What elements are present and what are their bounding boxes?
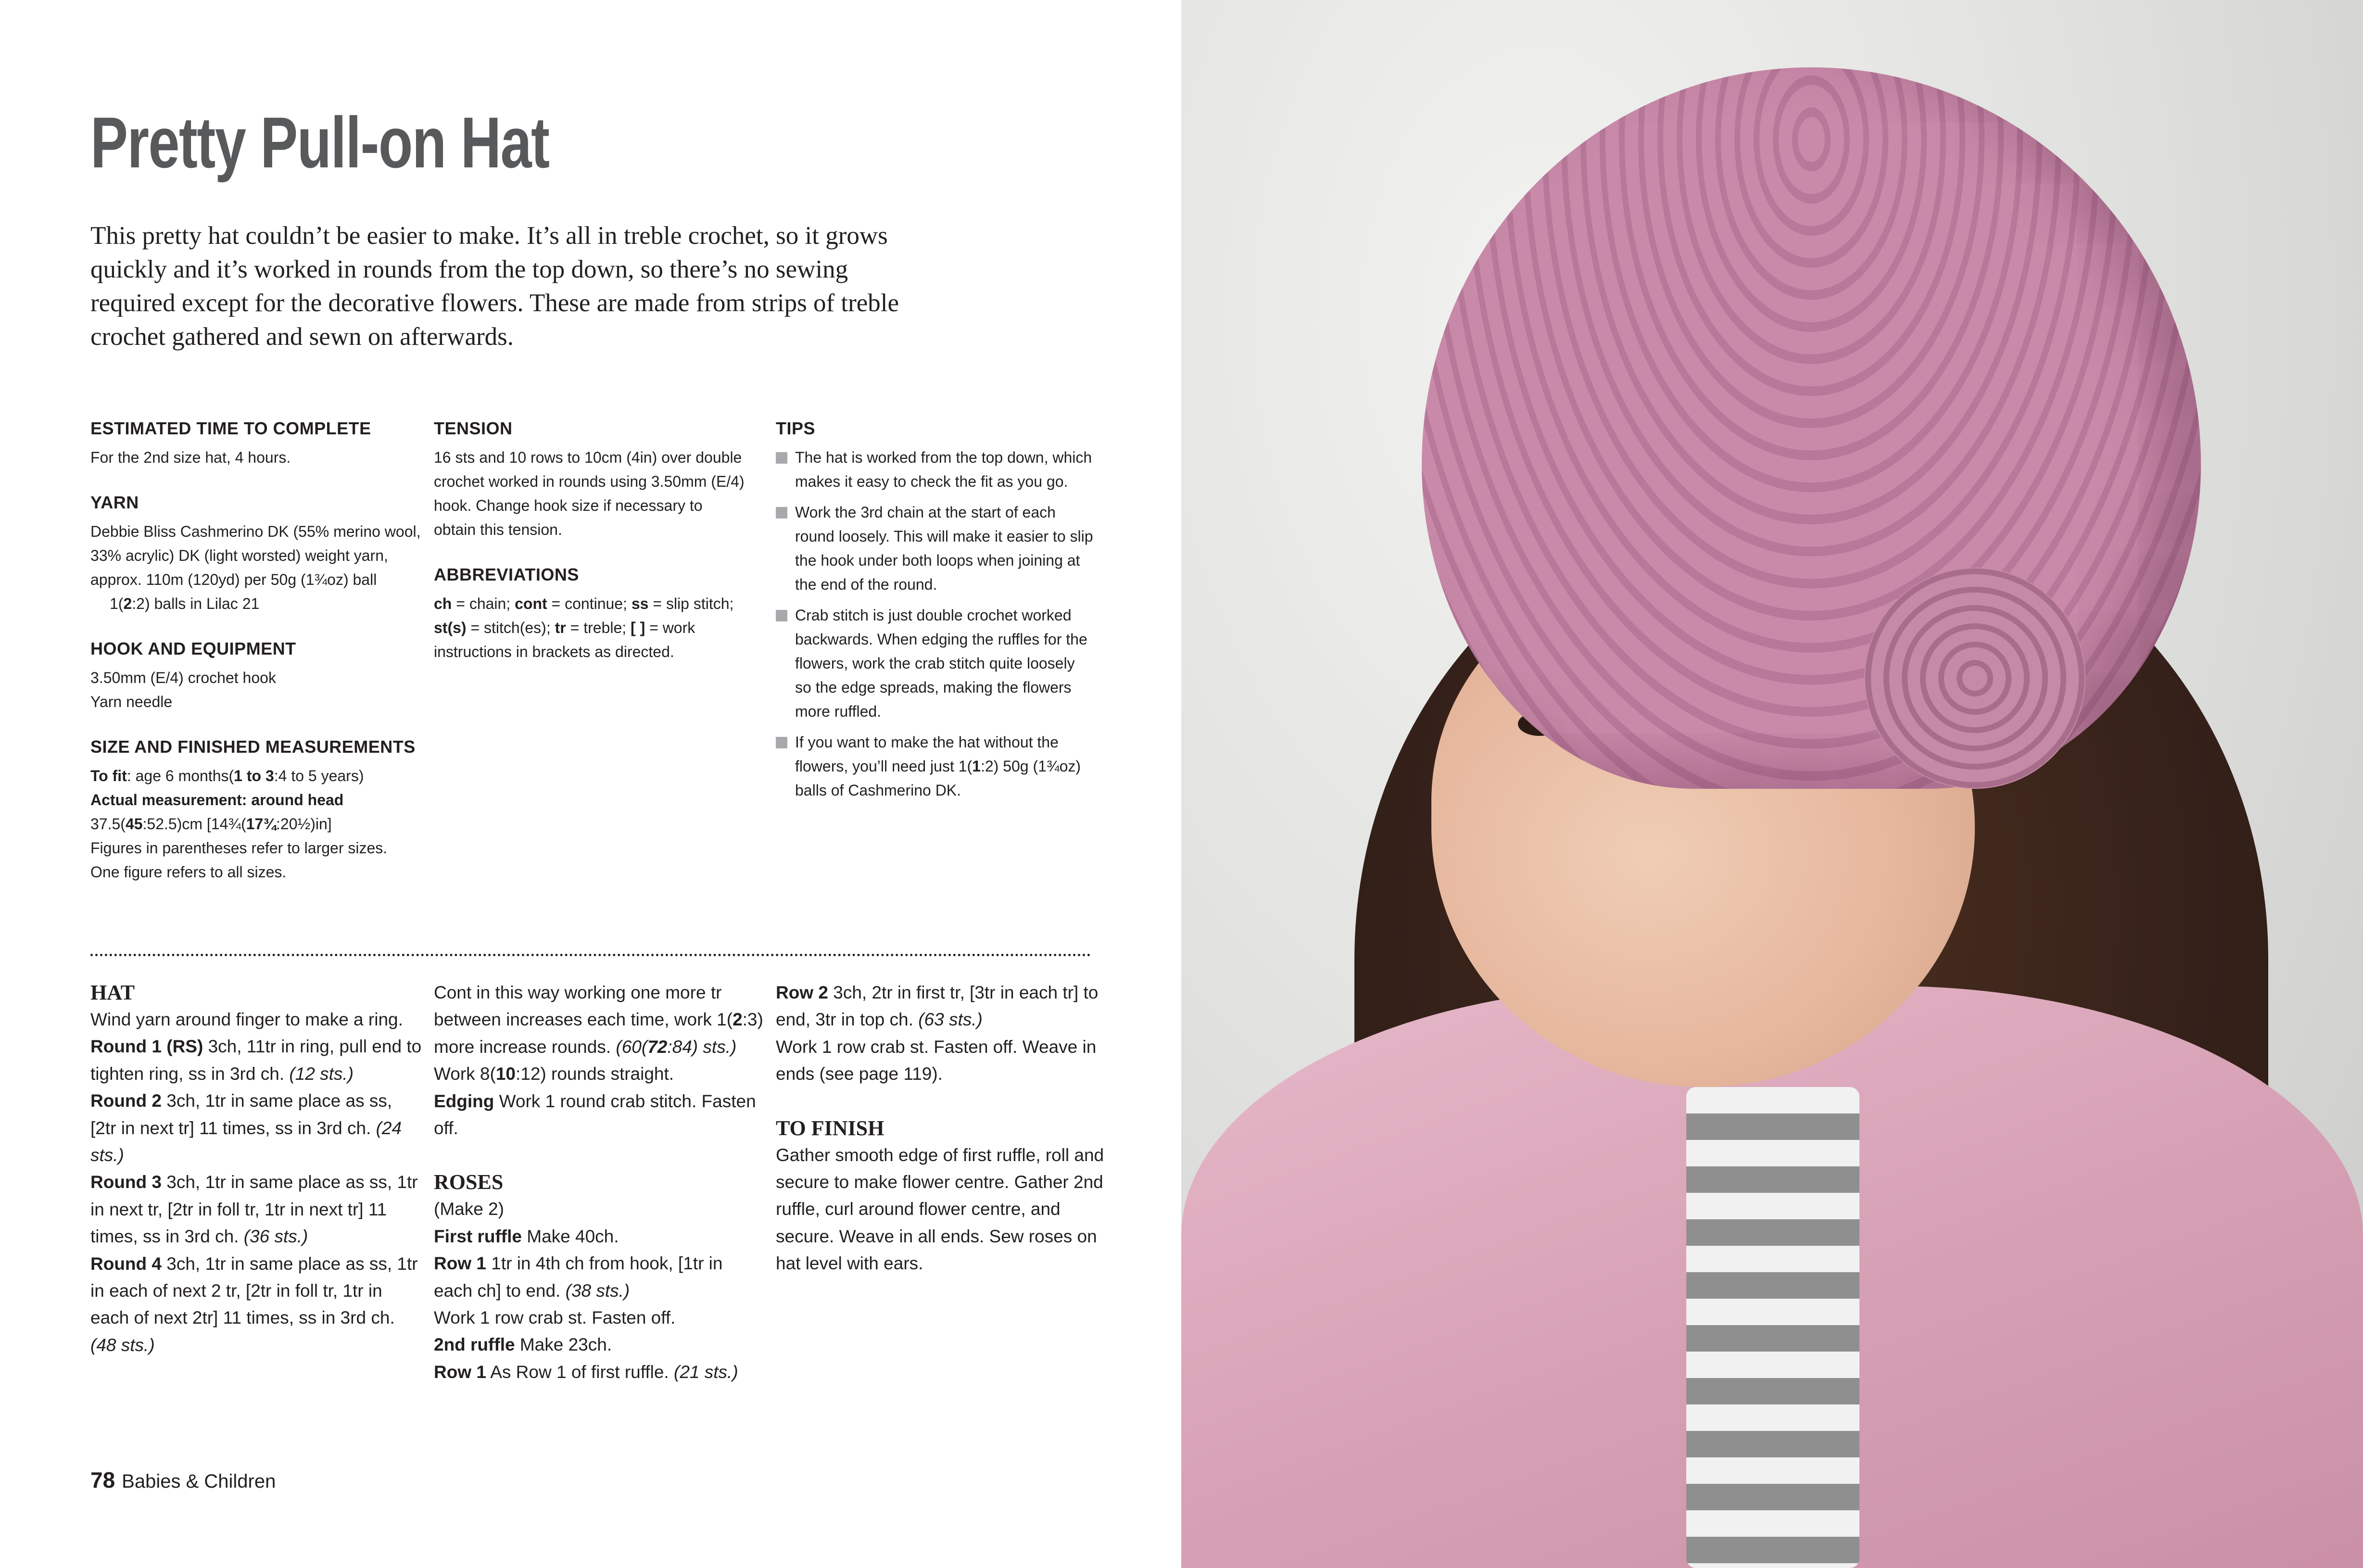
text-run: 2nd ruffle (434, 1335, 515, 1355)
text-run: (12 sts.) (289, 1063, 354, 1084)
text-run: : age 6 months( (126, 767, 234, 784)
roses-heading: ROSES (434, 1170, 504, 1194)
tension-section (434, 418, 746, 542)
time-body (90, 445, 422, 469)
text-run: Work 8( (434, 1064, 496, 1084)
text-run: Crab stitch is just double crochet worked backwards. When edging the ruffles for the flowers, work the crab stitch quite loosely so the edge spreads, making the flowers more ruffled. (795, 607, 1087, 720)
tip-item (776, 500, 1093, 596)
tip-text (795, 603, 1093, 723)
time-heading: ESTIMATED TIME TO COMPLETE (90, 418, 371, 438)
tips-heading: TIPS (776, 418, 816, 438)
text-run: 3ch, 1tr in same place as ss, 1tr in each of next 2 tr, [2tr in foll tr, 1tr in each of next 2tr] 11 times, ss in 3rd ch. (90, 1253, 418, 1328)
square-bullet-icon (776, 452, 787, 464)
page-number: 78 (90, 1467, 115, 1492)
hat-instructions-continued (434, 979, 766, 1142)
text-run: (38 sts.) (565, 1280, 630, 1301)
text-run: Figures in parentheses refer to larger sizes. (90, 839, 388, 857)
text-run: Round 2 (90, 1091, 162, 1111)
yarn-body (90, 519, 422, 616)
text-run: 3ch, 1tr in same place as ss, 1tr in next tr, [2tr in foll tr, 1tr in next tr] 11 times, ss in 3rd ch. (90, 1172, 418, 1247)
text-run: As Row 1 of first ruffle. (486, 1362, 674, 1382)
square-bullet-icon (776, 737, 787, 748)
text-run: Edging (434, 1091, 494, 1111)
text-run: (36 sts.) (243, 1227, 308, 1247)
paragraph (90, 1087, 422, 1169)
paragraph (90, 836, 422, 860)
text-run: 2 (123, 595, 132, 612)
text-run: :4 to 5 years) (274, 767, 364, 784)
text-run: (21 sts.) (674, 1362, 738, 1382)
text-run: = continue; (547, 595, 632, 612)
yarn-heading: YARN (90, 493, 139, 512)
text-run: :12) rounds straight. (516, 1064, 674, 1084)
square-bullet-icon (776, 610, 787, 621)
text-run: The hat is worked from the top down, which makes it easy to check the fit as you go. (795, 449, 1092, 490)
info-column-1 (90, 418, 422, 907)
text-run: Yarn needle (90, 693, 173, 710)
size-section (90, 737, 422, 884)
tip-item (776, 730, 1093, 802)
text-run: 3.50mm (E/4) crochet hook (90, 669, 276, 686)
finish-instructions (776, 1142, 1108, 1277)
tip-text (795, 730, 1093, 802)
tip-text (795, 500, 1093, 596)
text-run: = work instructions in brackets as directed. (434, 619, 695, 660)
paragraph (90, 812, 422, 836)
text-run: = treble; (566, 619, 631, 636)
hook-body (90, 666, 422, 714)
text-run: 2 (733, 1010, 743, 1030)
text-run: cont (515, 595, 547, 612)
page-footer (90, 1467, 276, 1493)
photo-girl-in-pink-hat (1181, 0, 2363, 1568)
tips-list (776, 445, 1093, 802)
photo-striped-shirt (1686, 1087, 1859, 1568)
text-run: 3ch, 1tr in same place as ss, [2tr in next tr] 11 times, ss in 3rd ch. (90, 1091, 392, 1138)
paragraph (434, 1304, 766, 1331)
paragraph (434, 445, 746, 542)
intro-paragraph: This pretty hat couldn’t be easier to make. It’s all in treble crochet, so it grows quickly and it’s worked in rounds from the top down, so there’s no sewing required except for the decorative flowers. These are made from strips of treble crochet gathered and sewn on afterwards. (90, 222, 899, 351)
text-run: :20½)in] (276, 815, 332, 833)
text-run: 1 to 3 (234, 767, 274, 784)
paragraph (90, 1169, 422, 1250)
text-run: 3ch, 2tr in first tr, [3tr in each tr] to end, 3tr in top ch. (776, 983, 1099, 1030)
tension-heading: TENSION (434, 418, 513, 438)
text-run: = chain; (452, 595, 515, 612)
paragraph (90, 519, 422, 592)
paragraph (434, 1088, 766, 1142)
paragraph (434, 1359, 766, 1386)
paragraph (90, 592, 422, 616)
text-run: 16 sts and 10 rows to 10cm (4in) over double crochet worked in rounds using 3.50mm (E/4) hook. Change hook size if necessary to obtain this tension. (434, 449, 745, 538)
text-run: One figure refers to all sizes. (90, 863, 287, 881)
paragraph (434, 1250, 766, 1304)
text-run: = stitch(es); (466, 619, 555, 636)
paragraph (90, 666, 422, 690)
paragraph (90, 764, 422, 788)
text-run: ss (631, 595, 649, 612)
text-run: (Make 2) (434, 1199, 504, 1219)
paragraph (434, 1331, 766, 1358)
paragraph (434, 1196, 766, 1223)
text-run: 1tr in 4th ch from hook, [1tr in each ch] to end. (434, 1253, 723, 1301)
text-run: (63 sts.) (918, 1010, 983, 1030)
roses-instructions (434, 1196, 766, 1386)
text-run: 3ch, 11tr in ring, pull end to tighten ring, ss in 3rd ch. (90, 1037, 422, 1084)
size-body (90, 764, 422, 884)
tip-item (776, 445, 1093, 493)
text-run: Work 1 row crab st. Fasten off. Weave in ends (see page 119). (776, 1037, 1097, 1084)
text-run: 1 (972, 758, 981, 775)
text-run: Row 1 (434, 1362, 486, 1382)
paragraph (90, 1006, 422, 1033)
text-run: :52.5)cm [14¾( (142, 815, 246, 833)
text-run: ch (434, 595, 452, 612)
paragraph (90, 860, 422, 884)
text-run: :84) sts.) (667, 1037, 737, 1057)
hat-heading: HAT (90, 981, 135, 1004)
text-run: :3) more increase rounds. (434, 1010, 763, 1057)
text-run: (48 sts.) (90, 1335, 155, 1355)
tension-body (434, 445, 746, 542)
hook-heading: HOOK AND EQUIPMENT (90, 639, 296, 658)
text-run: First ruffle (434, 1226, 522, 1246)
text-run: (60( (616, 1037, 648, 1057)
paragraph (776, 1034, 1108, 1088)
paragraph (434, 1061, 766, 1087)
text-run: Wind yarn around finger to make a ring. (90, 1010, 403, 1029)
text-run: st(s) (434, 619, 467, 636)
dotted-divider (90, 954, 1091, 956)
text-run: Make 40ch. (521, 1226, 619, 1246)
info-column-2 (434, 418, 746, 687)
roses-instructions-continued (776, 979, 1108, 1088)
text-run: If you want to make the hat without the flowers, you’ll need just 1( (795, 733, 1059, 775)
paragraph (776, 979, 1108, 1034)
left-page (0, 0, 1181, 1568)
section-name: Babies & Children (122, 1471, 276, 1492)
text-run: 1( (110, 595, 124, 612)
hat-section (90, 979, 422, 1359)
text-run: Cont in this way working one more tr between increases each time, work 1( (434, 983, 733, 1030)
paragraph (90, 1251, 422, 1359)
paragraph (776, 1142, 1108, 1277)
paragraph (434, 592, 746, 664)
paragraph (90, 788, 422, 812)
text-run: For the 2nd size hat, 4 hours. (90, 449, 291, 466)
photo-crochet-rose (1864, 568, 2085, 789)
text-run: 45 (125, 815, 143, 833)
paragraph (90, 690, 422, 714)
size-heading: SIZE AND FINISHED MEASUREMENTS (90, 737, 416, 757)
hat-roses-column (434, 979, 766, 1386)
text-run: Gather smooth edge of first ruffle, roll and secure to make flower centre. Gather 2nd ruffle, curl around flower centre, and secure. Weave in all ends. Sew roses on hat level with ears. (776, 1145, 1104, 1274)
text-run: (24 sts.) (90, 1118, 402, 1165)
text-run: Work the 3rd chain at the start of each round loosely. This will make it easier to slip the hook under both loops when joining at the end of the round. (795, 504, 1093, 593)
abbreviations-body (434, 592, 746, 664)
text-run: Actual measurement: around head (90, 791, 344, 809)
text-run: :2) 50g (1¾oz) balls of Cashmerino DK. (795, 758, 1081, 799)
abbreviations-heading: ABBREVIATIONS (434, 565, 579, 584)
yarn-section (90, 493, 422, 616)
roses-finish-column (776, 979, 1108, 1277)
time-section (90, 418, 422, 469)
text-run: Round 1 (RS) (90, 1037, 203, 1057)
text-run: Row 1 (434, 1253, 486, 1274)
square-bullet-icon (776, 507, 787, 518)
text-run: :2) balls in Lilac 21 (132, 595, 260, 612)
paragraph (434, 1223, 766, 1250)
tips-column (776, 418, 1093, 809)
paragraph (90, 445, 422, 469)
tip-text (795, 445, 1093, 493)
paragraph (434, 979, 766, 1061)
text-run: Work 1 round crab stitch. Fasten off. (434, 1091, 756, 1138)
paragraph (90, 1033, 422, 1087)
text-run: Work 1 row crab st. Fasten off. (434, 1308, 676, 1328)
text-run: 37.5( (90, 815, 126, 833)
text-run: Round 3 (90, 1172, 162, 1192)
text-run: Round 4 (90, 1253, 162, 1274)
text-run: 17¾ (246, 815, 277, 833)
text-run: 10 (495, 1064, 516, 1084)
text-run: [ ] (631, 619, 645, 636)
text-run: Debbie Bliss Cashmerino DK (55% merino wool, 33% acrylic) DK (light worsted) weight yarn, approx. 110m (120yd) per 50g (1¾oz) ball (90, 523, 421, 588)
text-run: Row 2 (776, 983, 828, 1002)
text-run: tr (555, 619, 566, 636)
hat-instructions (90, 1006, 422, 1359)
text-run: = slip stitch; (648, 595, 734, 612)
text-run: To fit (90, 767, 127, 784)
abbreviations-section (434, 565, 746, 664)
page-title: Pretty Pull-on Hat (90, 102, 549, 183)
finish-heading: TO FINISH (776, 1116, 885, 1140)
tip-item (776, 603, 1093, 723)
hook-section (90, 639, 422, 714)
text-run: Make 23ch. (515, 1335, 612, 1355)
text-run: 72 (647, 1037, 668, 1057)
